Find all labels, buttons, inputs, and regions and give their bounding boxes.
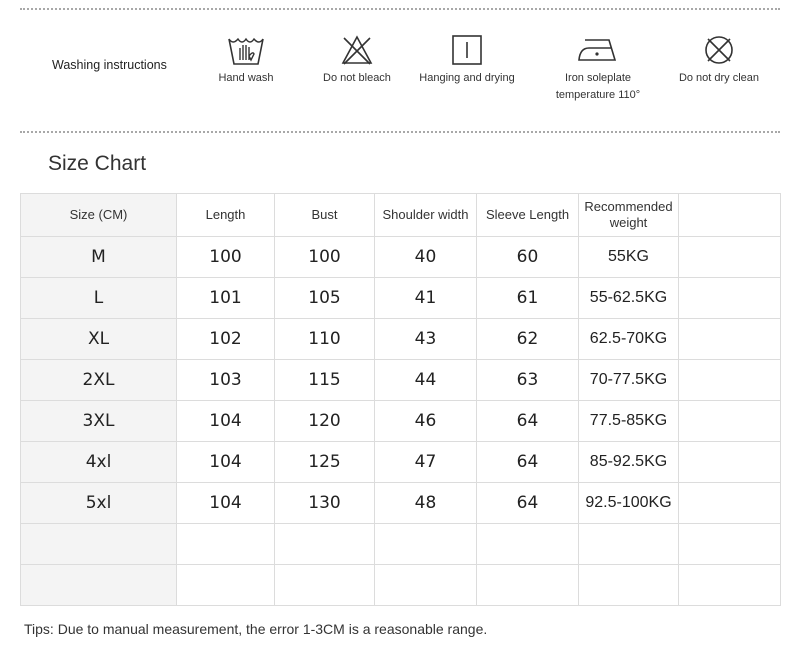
table-cell: 115: [275, 360, 375, 401]
table-header-row: [21, 194, 781, 237]
table-cell: 130: [275, 483, 375, 524]
table-row: [21, 483, 781, 524]
size-cell: M: [21, 237, 177, 278]
table-cell: 104: [177, 401, 275, 442]
table-cell: 64: [477, 483, 579, 524]
table-row: [21, 237, 781, 278]
size-chart-table: [20, 193, 781, 606]
table-cell: 44: [375, 360, 477, 401]
iron-icon: [575, 34, 621, 66]
header-cell: Shoulder width: [375, 194, 477, 237]
table-cell: 43: [375, 319, 477, 360]
empty-cell: [177, 565, 275, 606]
table-cell: 101: [177, 278, 275, 319]
size-cell: XL: [21, 319, 177, 360]
bottom-dotted-divider: [20, 131, 780, 133]
header-cell: Length: [177, 194, 275, 237]
table-cell: 47: [375, 442, 477, 483]
table-cell: 104: [177, 483, 275, 524]
weight-cell: 55KG: [579, 237, 679, 278]
weight-cell: 55-62.5KG: [579, 278, 679, 319]
table-cell: 110: [275, 319, 375, 360]
table-cell: 60: [477, 237, 579, 278]
empty-cell: [679, 319, 781, 360]
empty-cell: [679, 442, 781, 483]
empty-cell: [679, 401, 781, 442]
table-row: [21, 442, 781, 483]
no-dry-clean-caption: Do not dry clean: [678, 72, 760, 84]
size-chart-title: Size Chart: [48, 152, 147, 175]
table-cell: 62: [477, 319, 579, 360]
table-cell: 48: [375, 483, 477, 524]
empty-cell: [477, 524, 579, 565]
size-cell: 2XL: [21, 360, 177, 401]
table-row: [21, 278, 781, 319]
size-cell: L: [21, 278, 177, 319]
header-cell: Sleeve Length: [477, 194, 579, 237]
hand-wash-icon: [226, 34, 266, 66]
table-cell: 120: [275, 401, 375, 442]
empty-cell: [679, 278, 781, 319]
no-bleach-caption: Do not bleach: [323, 72, 391, 84]
table-cell: 40: [375, 237, 477, 278]
weight-cell: 77.5-85KG: [579, 401, 679, 442]
care-iron: [533, 34, 663, 104]
top-dotted-divider: [20, 8, 780, 10]
table-cell: 46: [375, 401, 477, 442]
weight-cell: 62.5-70KG: [579, 319, 679, 360]
header-cell: Size (CM): [21, 194, 177, 237]
care-no-dry-clean: [654, 34, 784, 87]
empty-cell: [375, 524, 477, 565]
header-cell: Recommended weight: [579, 194, 679, 237]
table-cell: 103: [177, 360, 275, 401]
header-cell: Bust: [275, 194, 375, 237]
table-cell: 61: [477, 278, 579, 319]
empty-cell: [679, 483, 781, 524]
empty-cell: [275, 565, 375, 606]
washing-instructions-label: Washing instructions: [52, 58, 167, 72]
empty-cell: [679, 360, 781, 401]
empty-row: [21, 565, 781, 606]
empty-cell: [21, 565, 177, 606]
empty-cell: [375, 565, 477, 606]
empty-cell: [679, 524, 781, 565]
table-cell: 100: [177, 237, 275, 278]
size-cell: 5xl: [21, 483, 177, 524]
table-cell: 104: [177, 442, 275, 483]
table-row: [21, 401, 781, 442]
table-cell: 64: [477, 442, 579, 483]
hang-dry-caption: Hanging and drying: [419, 72, 515, 84]
size-cell: 3XL: [21, 401, 177, 442]
weight-cell: 70-77.5KG: [579, 360, 679, 401]
table-row: [21, 360, 781, 401]
hand-wash-caption: Hand wash: [218, 72, 274, 84]
table-cell: 63: [477, 360, 579, 401]
table-cell: 64: [477, 401, 579, 442]
empty-cell: [477, 565, 579, 606]
no-dry-clean-icon: [702, 34, 736, 66]
weight-cell: 85-92.5KG: [579, 442, 679, 483]
empty-cell: [579, 565, 679, 606]
empty-cell: [679, 194, 781, 237]
care-hang-dry: [402, 34, 532, 87]
table-cell: 100: [275, 237, 375, 278]
empty-row: [21, 524, 781, 565]
empty-cell: [21, 524, 177, 565]
empty-cell: [177, 524, 275, 565]
tips-note: Tips: Due to manual measurement, the error 1-3CM is a reasonable range.: [24, 621, 488, 637]
empty-cell: [679, 565, 781, 606]
empty-cell: [579, 524, 679, 565]
table-row: [21, 319, 781, 360]
table-cell: 105: [275, 278, 375, 319]
weight-cell: 92.5-100KG: [579, 483, 679, 524]
empty-cell: [679, 237, 781, 278]
table-cell: 102: [177, 319, 275, 360]
iron-caption: Iron soleplate temperature 110°: [555, 72, 641, 101]
size-cell: 4xl: [21, 442, 177, 483]
no-bleach-icon: [340, 34, 374, 66]
table-cell: 125: [275, 442, 375, 483]
table-cell: 41: [375, 278, 477, 319]
hang-dry-icon: [450, 34, 484, 66]
empty-cell: [275, 524, 375, 565]
